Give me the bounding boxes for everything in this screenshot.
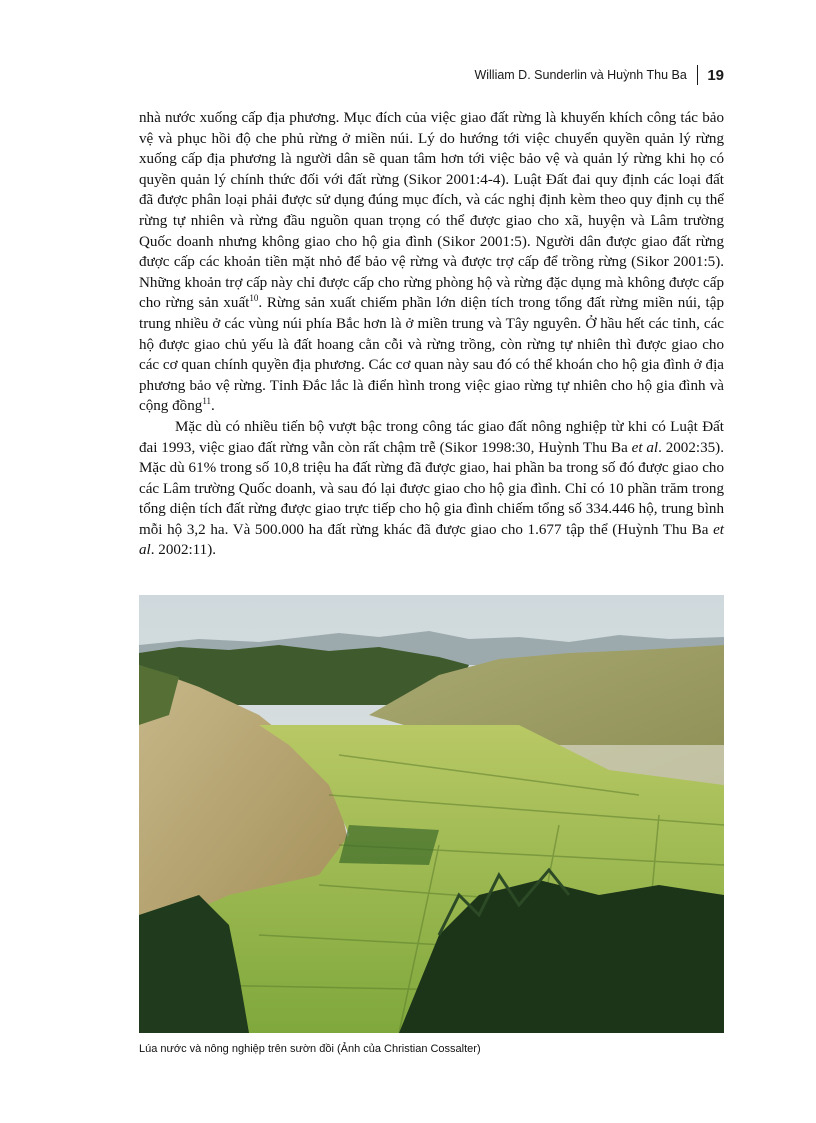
page-number: 19: [707, 66, 724, 84]
paragraph-2-text-b: . 2002:35). Mặc dù 61% trong số 10,8 triệu ha đất rừng đã được giao, hai phần ba trong số đó được giao cho các Lâm trường Quốc doanh, và sau đó lại được giao cho hộ gia đình. Chỉ có 10 phần trăm trong tổng diện tích đất rừng được giao trực tiếp cho hộ gia đình chiếm tổng số 334.446 hộ, trung bình mỗi hộ 3,2 ha. Và 500.000 ha đất rừng khác đã được giao cho 1.677 tập thể (Huỳnh Thu Ba: [139, 439, 724, 538]
paragraph-1: [139, 108, 724, 417]
header-authors: William D. Sunderlin và Huỳnh Thu Ba: [474, 68, 687, 82]
paragraph-1-text-a: nhà nước xuống cấp địa phương. Mục đích của việc giao đất rừng là khuyến khích công tác bảo vệ và phục hồi độ che phủ rừng ở miền núi. Lý do hướng tới việc chuyển quyền quản lý rừng xuống cấp địa phương là người dân sẽ quan tâm hơn tới việc bảo vệ và quản lý rừng khi họ có quyền quản lý chính thức đối với đất rừng (Sikor 2001:4-4). Luật Đất đai quy định các loại đất đã được phân loại phải được sử dụng đúng mục đích, và các nghị định kèm theo quy định cụ thể rừng tự nhiên và rừng đầu nguồn quan trọng có thể được giao cho xã, huyện và Lâm trường Quốc doanh nhưng không giao cho hộ gia đình (Sikor 2001:5). Người dân được giao đất rừng được cấp các khoản tiền mặt nhỏ để bảo vệ rừng và được trợ cấp để trồng rừng (Sikor 2001:5). Những khoản trợ cấp này chỉ được cấp cho rừng phòng hộ và rừng đặc dụng mà không được cấp cho rừng sản xuất: [139, 110, 724, 312]
paragraph-2-text-c: . 2002:11).: [150, 542, 217, 559]
paragraph-2-etal-b: et al: [139, 521, 724, 559]
body-text: [139, 108, 724, 561]
photo-caption: Lúa nước và nông nghiệp trên sườn đồi (Ảnh của Christian Cossalter): [139, 1043, 481, 1055]
dark-paddy-field: [339, 825, 439, 865]
footnote-ref-11: 11: [202, 396, 211, 407]
running-header: [474, 64, 724, 86]
landscape-photo: [139, 595, 724, 1033]
paragraph-1-text-c: .: [210, 398, 215, 415]
paragraph-2-etal-a: et al: [631, 439, 659, 456]
paragraph-2-text-a: Mặc dù có nhiều tiến bộ vượt bậc trong công tác giao đất nông nghiệp từ khi có Luật Đất đai 1993, việc giao đất rừng vẫn còn rất chậm trễ (Sikor 1998:30, Huỳnh Thu Ba: [139, 418, 724, 456]
header-divider: [697, 65, 699, 85]
footnote-ref-10: 10: [249, 293, 259, 304]
paragraph-1-text-b: . Rừng sản xuất chiếm phần lớn diện tích trong tổng đất rừng miền núi, tập trung nhiều ở các vùng núi phía Bắc hơn là ở miền trung và Tây nguyên. Ở hầu hết các tỉnh, các hộ được giao chủ yếu là đất hoang cằn cỗi và rừng trồng, còn rừng tự nhiên thì được giao cho các cơ quan chính quyền địa phương. Các cơ quan này sau đó có thể khoán cho hộ gia đình ở địa phương bảo vệ rừng. Tỉnh Đắc lắc là điển hình trong việc giao rừng tự nhiên cho hộ gia đình và cộng đồng: [139, 295, 724, 415]
paragraph-2: [139, 417, 724, 561]
